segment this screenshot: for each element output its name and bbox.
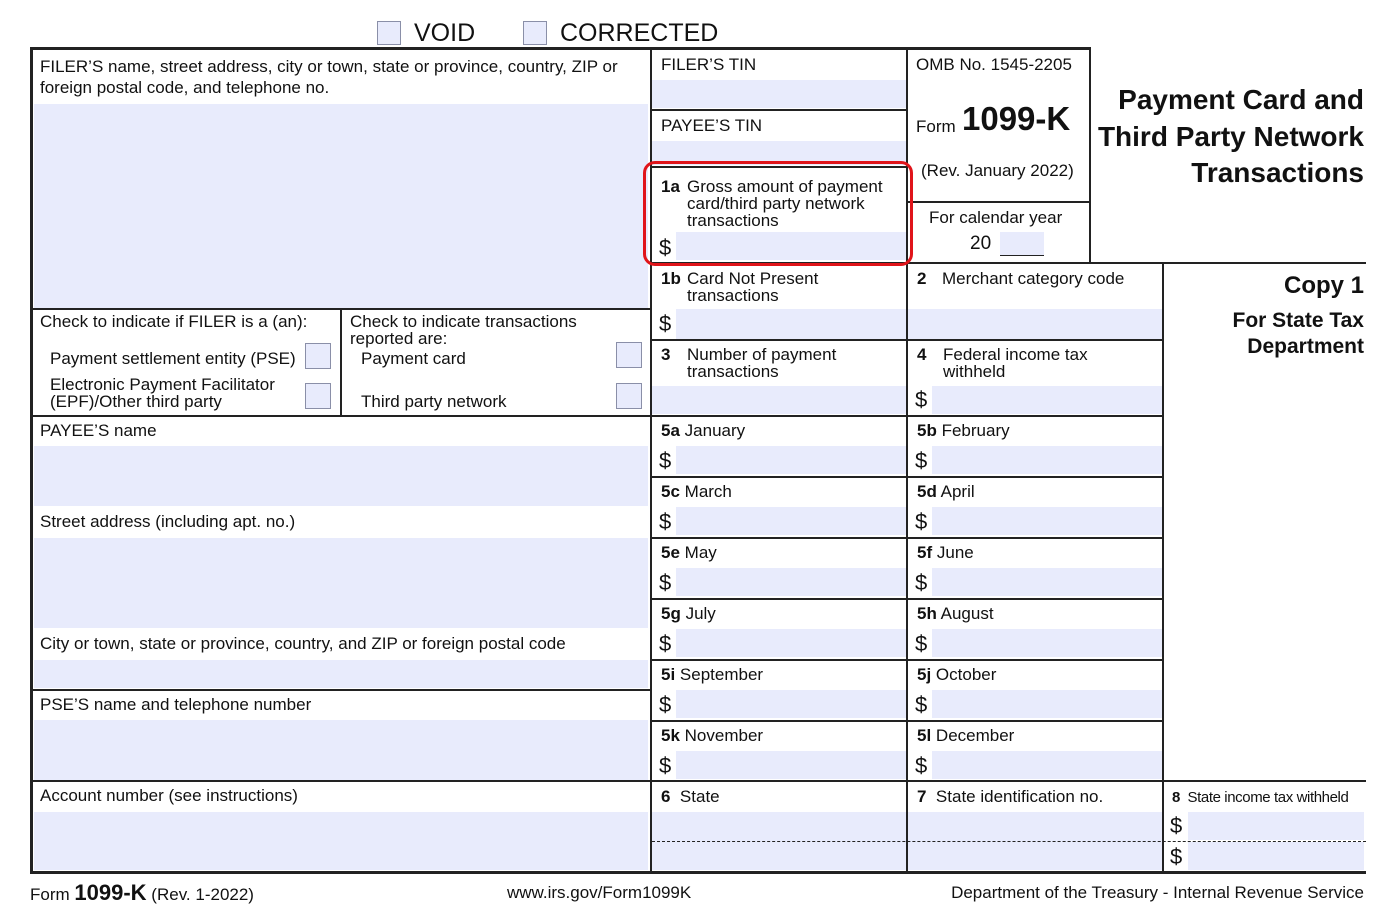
box-5k-field[interactable] <box>676 751 906 779</box>
box-5b-text: February <box>941 421 1010 440</box>
box-5a-text: January <box>684 421 746 440</box>
divider-h-check <box>32 415 1164 417</box>
box-5l-dollar: $ <box>915 753 928 778</box>
box-1b-text: Card Not Present transactions <box>687 269 819 305</box>
form-bottom-border <box>30 871 1366 874</box>
box-5i-field[interactable] <box>676 690 906 718</box>
box-5f-text: June <box>936 543 974 562</box>
payee-name-label: PAYEE’S name <box>40 421 157 440</box>
form-title: Payment Card and Third Party Network Transactions <box>1097 84 1364 188</box>
divider-h-5c <box>652 537 1164 539</box>
box-8-text: State income tax withheld <box>1187 789 1349 806</box>
third-party-label: Third party network <box>361 392 507 411</box>
account-number-label: Account number (see instructions) <box>40 786 298 805</box>
box-5b-dollar: $ <box>915 448 928 473</box>
box-5e-dollar: $ <box>659 570 672 595</box>
box-2-field[interactable] <box>908 309 1162 339</box>
box-5e-number: 5e <box>661 543 680 562</box>
form-word: Form <box>916 117 956 136</box>
box-5h-number: 5h <box>917 604 937 623</box>
payment-card-checkbox[interactable] <box>616 342 642 368</box>
box-5j-text: October <box>935 665 997 684</box>
box-5a-field[interactable] <box>676 446 906 474</box>
box-5i-number: 5i <box>661 665 676 684</box>
box-1a-text: Gross amount of payment card/third party network transactions <box>687 177 883 230</box>
box-1a-number: 1a <box>661 177 680 196</box>
box-4-dollar: $ <box>915 387 928 412</box>
pse-name-label: PSE’S name and telephone number <box>40 695 312 714</box>
calendar-year-field[interactable] <box>1000 232 1044 256</box>
box-5k-number: 5k <box>661 726 680 745</box>
footer-department: Department of the Treasury - Internal Revenue Service <box>951 883 1364 902</box>
divider-v3 <box>1089 47 1091 263</box>
box-1b-dollar: $ <box>659 311 672 336</box>
transactions-check-label: Check to indicate transactions reported are: <box>350 312 577 348</box>
box-5c-number: 5c <box>661 482 680 501</box>
box-3-number: 3 <box>661 345 671 364</box>
box-1a-dollar: $ <box>659 235 672 260</box>
form-left-border <box>30 47 33 873</box>
corrected-label: CORRECTED <box>560 19 719 47</box>
box-5e-text: May <box>684 543 717 562</box>
box-5f-dollar: $ <box>915 570 928 595</box>
box-5k-dollar: $ <box>659 753 672 778</box>
box-5j-dollar: $ <box>915 692 928 717</box>
corrected-checkbox[interactable] <box>523 21 547 45</box>
box-5l-field[interactable] <box>932 751 1162 779</box>
box-5f-number: 5f <box>917 543 933 562</box>
omb-number: OMB No. 1545-2205 <box>916 55 1072 74</box>
filer-tin-label: FILER’S TIN <box>661 55 757 74</box>
divider-h-5i <box>652 720 1164 722</box>
pse-label: Payment settlement entity (PSE) <box>50 349 296 368</box>
footer-form-word: Form <box>30 885 70 904</box>
box-5e-field[interactable] <box>676 568 906 596</box>
box-5l-number: 5l <box>917 726 932 745</box>
divider-h-rev <box>908 201 1091 203</box>
box-4-field[interactable] <box>932 386 1162 414</box>
box-5j-number: 5j <box>917 665 932 684</box>
box-5d-field[interactable] <box>932 507 1162 535</box>
box-5d-dollar: $ <box>915 509 928 534</box>
divider-h-5e <box>652 598 1164 600</box>
epf-label: Electronic Payment Facilitator (EPF)/Other third party <box>50 375 275 411</box>
box-5d-text: April <box>940 482 975 501</box>
divider-h-5g <box>652 659 1164 661</box>
third-party-checkbox[interactable] <box>616 383 642 409</box>
box-1b-number: 1b <box>661 269 681 288</box>
divider-h-1b <box>652 339 1164 341</box>
box-5l-text: December <box>935 726 1015 745</box>
box-5i-dollar: $ <box>659 692 672 717</box>
box-6-text: State <box>679 787 720 806</box>
box-4-text: Federal income tax withheld <box>943 345 1088 381</box>
filer-check-label: Check to indicate if FILER is a (an): <box>40 312 308 331</box>
box-5k-text: November <box>684 726 764 745</box>
divider-h-city <box>32 689 652 691</box>
box-5c-field[interactable] <box>676 507 906 535</box>
calendar-year-label: For calendar year <box>929 208 1063 227</box>
box-5d-number: 5d <box>917 482 937 501</box>
box-5g-field[interactable] <box>676 629 906 657</box>
box-5h-dollar: $ <box>915 631 928 656</box>
box-5j-field[interactable] <box>932 690 1162 718</box>
payee-city-field[interactable] <box>34 660 648 688</box>
filer-name-label: FILER’S name, street address, city or town, state or province, country, ZIP or foreign postal code, and telephone no. <box>40 57 618 97</box>
footer-url[interactable]: www.irs.gov/Form1099K <box>507 883 692 902</box>
divider-check <box>340 308 342 416</box>
form-rev: (Rev. January 2022) <box>921 161 1074 180</box>
box-8-number: 8 <box>1172 789 1180 806</box>
form-top-border <box>30 47 1091 50</box>
box-8-dollar-1: $ <box>1170 813 1183 838</box>
payment-card-label: Payment card <box>361 349 466 368</box>
void-label: VOID <box>414 19 476 47</box>
calendar-year-underline <box>1000 255 1044 256</box>
copy-number: Copy 1 <box>1283 272 1364 299</box>
box-5g-dollar: $ <box>659 631 672 656</box>
footer-rev: (Rev. 1-2022) <box>151 885 254 904</box>
box-2-number: 2 <box>917 269 927 288</box>
payee-name-field[interactable] <box>34 446 648 506</box>
box-5i-text: September <box>679 665 764 684</box>
box-6-number: 6 <box>661 787 671 806</box>
box-5c-text: March <box>684 482 732 501</box>
box-3-field[interactable] <box>652 386 906 414</box>
box-5h-text: August <box>940 604 994 623</box>
box-5a-number: 5a <box>661 421 680 440</box>
box-2-text: Merchant category code <box>942 269 1125 288</box>
divider-h-tin <box>652 109 906 111</box>
box-4-number: 4 <box>917 345 927 364</box>
filer-name-field[interactable] <box>34 104 648 308</box>
divider-state-dashed <box>652 841 1366 842</box>
pse-checkbox[interactable] <box>305 343 331 369</box>
form-number: 1099-K <box>962 100 1071 137</box>
box-5g-number: 5g <box>661 604 681 623</box>
payee-city-label: City or town, state or province, country, and ZIP or foreign postal code <box>40 634 566 653</box>
divider-h-5k <box>32 780 1366 782</box>
highlight-box-1a <box>643 161 913 266</box>
box-5b-number: 5b <box>917 421 937 440</box>
box-5a-dollar: $ <box>659 448 672 473</box>
box-3-text: Number of payment transactions <box>687 345 837 381</box>
box-8-field-1[interactable] <box>1188 812 1364 840</box>
calendar-year-prefix: 20 <box>970 233 992 254</box>
void-checkbox[interactable] <box>377 21 401 45</box>
box-7-number: 7 <box>917 787 927 806</box>
footer-form <box>30 880 254 906</box>
epf-checkbox[interactable] <box>305 383 331 409</box>
pse-name-field[interactable] <box>34 720 648 780</box>
box-1b-field[interactable] <box>676 309 906 339</box>
divider-h-filer <box>32 308 652 310</box>
box-8-field-2[interactable] <box>1188 842 1364 870</box>
footer-form-number: 1099-K <box>74 880 147 905</box>
box-8-dollar-2: $ <box>1170 844 1183 869</box>
payee-street-field[interactable] <box>34 538 648 628</box>
box-5b-field[interactable] <box>932 446 1162 474</box>
payee-street-label: Street address (including apt. no.) <box>40 512 296 531</box>
copy-description: For State Tax Department <box>1232 309 1364 358</box>
payee-tin-label: PAYEE’S TIN <box>661 116 763 135</box>
divider-h-5a <box>652 476 1164 478</box>
box-5h-field[interactable] <box>932 629 1162 657</box>
box-5c-dollar: $ <box>659 509 672 534</box>
filer-tin-field[interactable] <box>652 80 906 108</box>
account-number-field[interactable] <box>34 812 648 870</box>
box-5g-text: July <box>685 604 716 623</box>
box-7-text: State identification no. <box>935 787 1104 806</box>
box-5f-field[interactable] <box>932 568 1162 596</box>
